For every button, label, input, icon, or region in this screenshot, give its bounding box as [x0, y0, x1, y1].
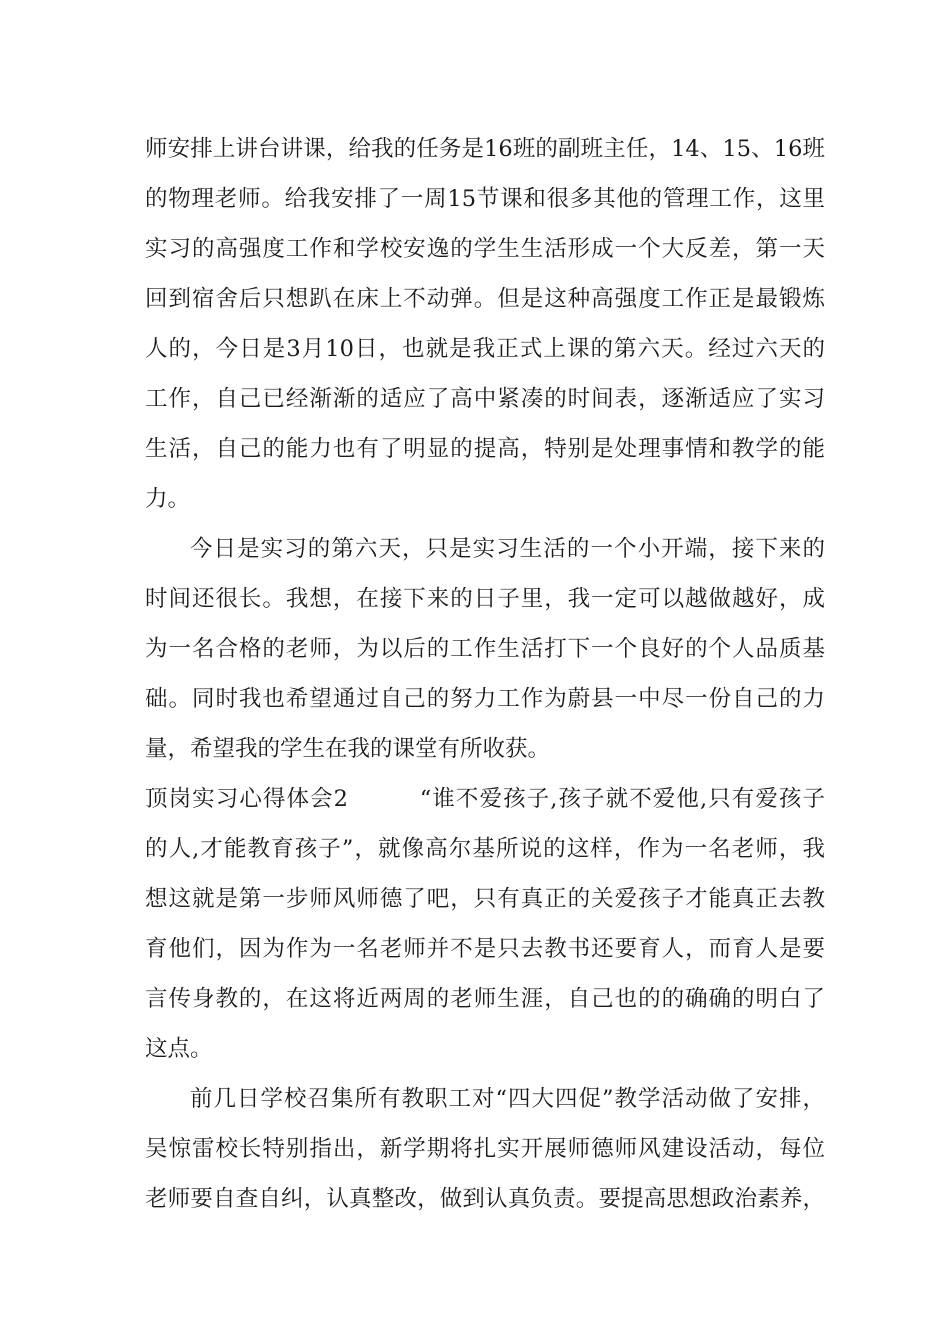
paragraph-3-line-4: 育他们，因为作为一名老师并不是只去教书还要育人，而育人是要 — [145, 936, 825, 962]
paragraph-3-line-3: 想这就是第一步师风师德了吧，只有真正的关爱孩子才能真正去教 — [145, 886, 825, 912]
paragraph-3-line-5: 言传身教的，在这将近两周的老师生涯，自己也的的确确的明白了 — [145, 986, 825, 1012]
paragraph-1-line-1: 师安排上讲台讲课，给我的任务是16班的副班主任，14、15、16班 — [145, 136, 825, 162]
paragraph-1-line-5: 人的，今日是3月10日，也就是我正式上课的第六天。经过六天的 — [145, 336, 825, 362]
paragraph-4-line-1: 前几日学校召集所有教职工对“四大四促”教学活动做了安排， — [190, 1086, 825, 1112]
paragraph-4-line-3: 老师要自查自纠，认真整改，做到认真负责。要提高思想政治素养， — [145, 1186, 825, 1212]
paragraph-2-line-1: 今日是实习的第六天，只是实习生活的一个小开端，接下来的 — [190, 536, 825, 562]
paragraph-1-line-8: 力。 — [145, 486, 191, 512]
paragraph-2-line-5: 量，希望我的学生在我的课堂有所收获。 — [145, 736, 551, 762]
section-heading-line: 顶岗实习心得体会2 “谁不爱孩子,孩子就不爱他,只有爱孩子 — [145, 786, 825, 812]
paragraph-3-line-2: 的人,才能教育孩子”，就像高尔基所说的这样，作为一名老师，我 — [145, 836, 825, 862]
paragraph-2-line-2: 时间还很长。我想，在接下来的日子里，我一定可以越做越好，成 — [145, 586, 825, 612]
paragraph-3-line-6: 这点。 — [145, 1036, 213, 1062]
paragraph-1-line-3: 实习的高强度工作和学校安逸的学生生活形成一个大反差，第一天 — [145, 236, 825, 262]
paragraph-1-line-4: 回到宿舍后只想趴在床上不动弹。但是这种高强度工作正是最锻炼 — [145, 286, 825, 312]
paragraph-1-line-2: 的物理老师。给我安排了一周15节课和很多其他的管理工作，这里 — [145, 186, 825, 212]
paragraph-2-line-4: 础。同时我也希望通过自己的努力工作为蔚县一中尽一份自己的力 — [145, 686, 825, 712]
paragraph-2-line-3: 为一名合格的老师，为以后的工作生活打下一个良好的个人品质基 — [145, 636, 825, 662]
paragraph-1-line-7: 生活，自己的能力也有了明显的提高，特别是处理事情和教学的能 — [145, 436, 825, 462]
paragraph-4-line-2: 吴惊雷校长特别指出，新学期将扎实开展师德师风建设活动，每位 — [145, 1136, 825, 1162]
paragraph-1-line-6: 工作，自己已经渐渐的适应了高中紧凑的时间表，逐渐适应了实习 — [145, 386, 825, 412]
